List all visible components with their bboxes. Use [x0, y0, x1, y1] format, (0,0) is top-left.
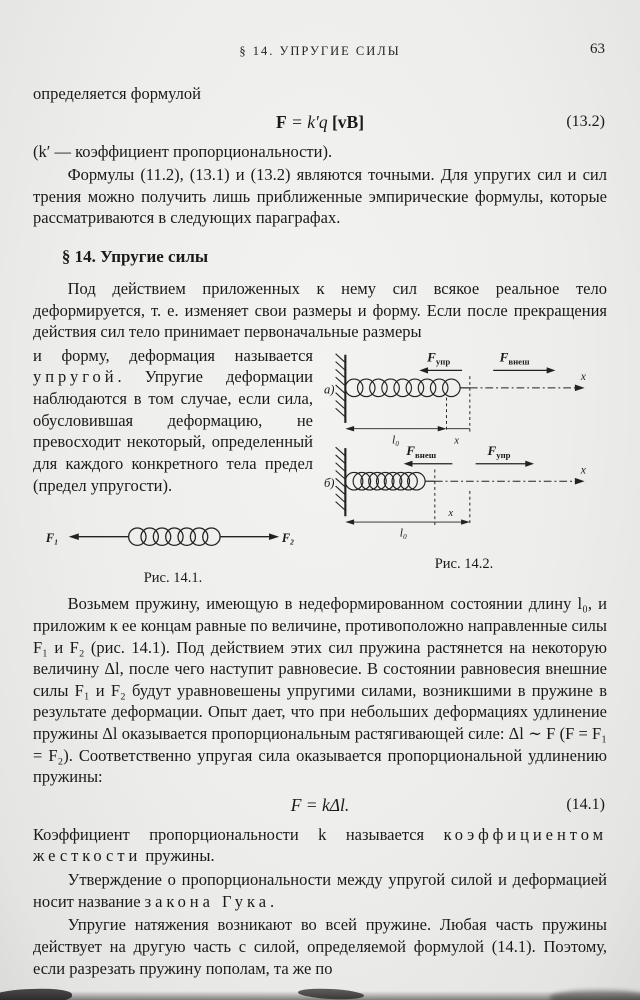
running-head [33, 41, 607, 59]
spring-coil-a [345, 379, 469, 397]
force-external-label-a: $F_{внеш}$ [499, 349, 530, 367]
running-head-title: § 14. УПРУГИЕ СИЛЫ [239, 44, 401, 58]
formula-13-2-mid: = k′q [286, 111, 332, 132]
external-force-arrow-a [493, 367, 555, 373]
axis-a [470, 384, 585, 391]
paragraph-lead: определяется формулой [33, 84, 201, 103]
equation-number-13-2: (13.2) [566, 112, 605, 130]
emphasis-stiffness-coefficient: коэффициентом жесткости [33, 824, 607, 866]
figure-14-2 [322, 347, 606, 547]
x-compression-label-b: x [448, 507, 454, 520]
f1-arrow [69, 534, 128, 541]
emphasis-uprugoi: упругой [33, 367, 118, 387]
figure-block [33, 345, 607, 587]
force-elastic-label-a: $F_{упр}$ [427, 349, 451, 367]
formula-14-1-body: F = kΔl. [290, 794, 350, 815]
formula-14-1 [33, 795, 607, 816]
force-external-label-b: $F_{внеш}$ [406, 442, 437, 460]
paragraph-tension: Упругие натяжения возникают во всей пружине. Любая часть пружины действует на другую часть с силой, определяемой формулой (14.1). Поэтому, если разрезать пружину пополам, та же по [33, 915, 607, 978]
left-column [33, 345, 313, 587]
force-elastic-label-b: $F_{упр}$ [487, 442, 511, 460]
scan-artifact [0, 988, 72, 1000]
paragraph-k-note: (k′ — коэффициент пропорциональности). [33, 141, 333, 161]
elastic-force-arrow-b [476, 460, 534, 466]
formula-13-2-vector: [vB] [331, 111, 365, 132]
axis-x-label-b: x [580, 463, 586, 477]
paragraph-hooke-law [33, 869, 607, 912]
axis-x-label-a: x [580, 369, 586, 383]
text-run: пружины. [141, 846, 215, 866]
x-extension-label-a: x [454, 434, 460, 447]
force-f2-label: F₂ [281, 531, 295, 546]
figure-14-1-caption: Рис. 14.1. [143, 570, 203, 587]
external-force-arrow-b [404, 460, 453, 466]
scan-artifact [550, 990, 640, 1000]
paragraph-deformation-narrow [33, 345, 313, 496]
formula-13-2 [33, 112, 607, 133]
section-heading: § 14. Упругие силы [61, 247, 209, 267]
text-run: Коэффициент пропорциональности k называется [33, 824, 444, 844]
wall-b [336, 447, 346, 516]
wall-a [336, 354, 346, 423]
l0-label-a: l₀ [392, 433, 400, 447]
scan-artifact [298, 987, 364, 1000]
formula-13-2-lhs: F [275, 111, 287, 132]
paragraph-deformation-full: Под действием приложенных к нему сил всякое реальное тело деформируется, т. е. изменяет свои размеры и форму. Если после прекращения действия сил тело принимает первоначальные размеры [33, 279, 607, 342]
axis-b [435, 478, 585, 485]
right-column [313, 345, 607, 587]
equation-number-14-1: (14.1) [566, 795, 605, 813]
f2-arrow [221, 534, 280, 541]
text-run: . [270, 891, 275, 911]
figure-14-1 [44, 512, 302, 563]
text-run: . Упругие деформации наблюдаются в том случае, если сила, обусловившая деформацию, не превосходит некоторый, определенный для каждого конкретного тела предел (предел упругости). [33, 367, 313, 495]
subfigure-a-label: а) [323, 382, 335, 397]
text-run: и форму, деформация называется [33, 345, 313, 365]
spring-coil-b [345, 472, 434, 490]
paragraph-spring-experiment: Возьмем пружину, имеющую в недеформированном состоянии длину l₀, и приложим к ее концам равные по величине, противоположно направленные силы F₁ и F₂ (рис. 14.1). Под действием этих сил пружина растянется на некоторую величину Δl, после чего наступит равновесие. В состоянии равновесия внешние силы F₁ и F₂ будут уравновешены упругими силами, возникшими в пружине в результате деформации. Опыт дает, что при небольших деформациях удлинение пружины Δl оказывается пропорциональным растягивающей силе: Δl ∼ F (F = F₁ = F₂). Соответственно упругая сила оказывается пропорциональной удлинению пружины: [33, 594, 607, 787]
text-run: Утверждение о пропорциональности между упругой силой и деформацией носит название [33, 870, 607, 911]
spring-coil [129, 528, 220, 545]
elastic-force-arrow-a [419, 367, 462, 373]
paragraph-exact-formulas: Формулы (11.2), (13.1) и (13.2) являются точными. Для упругих сил и сил трения можно получить лишь приближенные эмпирические формулы, которые рассматриваются в следующих параграфах. [33, 165, 607, 228]
dimension-a [345, 376, 469, 432]
emphasis-hooke-law: закона Гука [144, 891, 271, 911]
subfigure-b-label: б) [323, 475, 335, 490]
force-f1-label: F₁ [45, 531, 59, 546]
page-number: 63 [590, 41, 605, 57]
paragraph-stiffness [33, 824, 607, 867]
figure-14-2-caption: Рис. 14.2. [434, 556, 494, 573]
l0-label-b: l₀ [399, 526, 408, 540]
